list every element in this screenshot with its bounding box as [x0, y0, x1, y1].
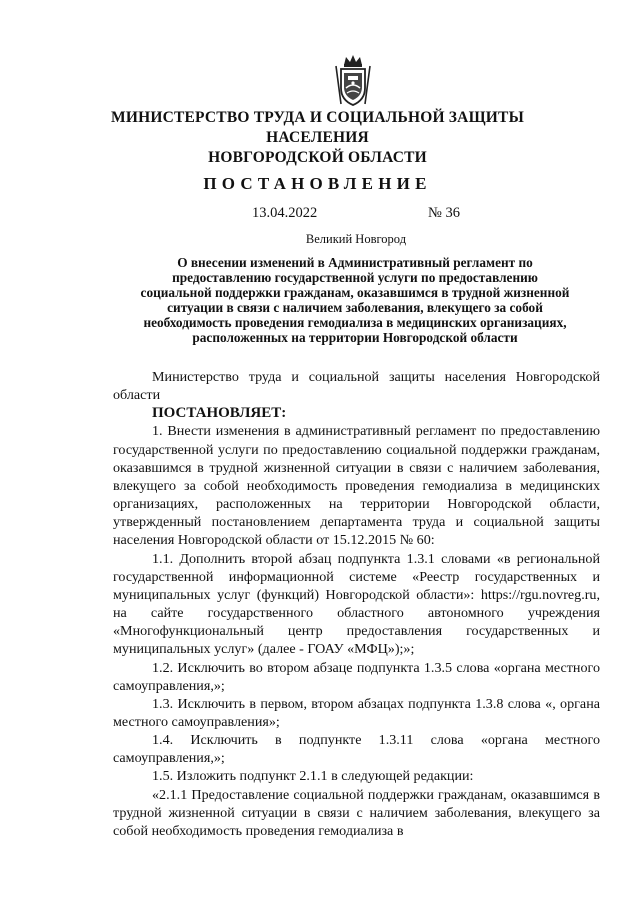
document-body: [113, 368, 600, 840]
document-type-title: ПОСТАНОВЛЕНИЕ: [203, 174, 432, 193]
ministry-name-line1: МИНИСТЕРСТВО ТРУДА И СОЦИАЛЬНОЙ ЗАЩИТЫ НАСЕЛЕНИЯ: [110, 109, 525, 146]
paragraph-1: 1. Внести изменения в административный регламент по предоставлению государственной услуги по предоставлению социальной поддержки гражданам, оказавшимся в трудной жизненной ситуации в связи с наличием заболевания, влекущего за собой необходимость проведения гемодиализа в медицинских организациях, расположенных на территории Новгородской области, утвержденный постановлением департамента труда и социальной защиты населения Новгородской области от 15.12.2015 № 60:: [113, 423, 600, 549]
document-date: 13.04.2022: [252, 205, 318, 221]
paragraph-1-1: 1.1. Дополнить второй абзац подпункта 1.3.1 словами «в региональной государственной информационной системе «Реестр государственных и муниципальных услуг (функций) Новгородской области»: https://rgu.novreg.ru, на сайте государственного областного автономного учреждения «Многофункциональный центр предоставления государственных и муниципальных услуг» (далее - ГОАУ «МФЦ»);»;: [113, 550, 600, 658]
decree-word: ПОСТАНОВЛЯЕТ:: [152, 405, 287, 422]
paragraph-1-3: 1.3. Исключить в первом, втором абзацах подпункта 1.3.8 слова «, органа местного самоуправления»;: [113, 695, 600, 730]
document-city: Великий Новгород: [305, 232, 407, 246]
document-number: № 36: [428, 205, 460, 221]
paragraph-2-1-1: «2.1.1 Предоставление социальной поддержки гражданам, оказавшимся в трудной жизненной ситуации в связи с наличием заболевания, влекущего за собой необходимость проведения гемодиализа в: [113, 786, 600, 839]
paragraph-1-4: 1.4. Исключить в подпункте 1.3.11 слова «органа местного самоуправления,»;: [113, 732, 600, 767]
ministry-name-line2: НОВГОРОДСКОЙ ОБЛАСТИ: [208, 149, 427, 166]
paragraph-1-5: 1.5. Изложить подпункт 2.1.1 в следующей редакции:: [152, 768, 474, 785]
ministry-name: [60, 108, 575, 168]
document-subject: О внесении изменений в Административный регламент по предоставлению государственной услуги по предоставлению социальной поддержки гражданам, оказавшимся в трудной жизненной ситуации в связи с наличием заболевания, влекущего за собой необходимость проведения гемодиализа в медицинских организациях, расположенных на территории Новгородской области: [140, 255, 570, 345]
coat-of-arms-icon: [330, 52, 376, 108]
intro-paragraph: Министерство труда и социальной защиты населения Новгородской области: [113, 369, 600, 404]
paragraph-1-2: 1.2. Исключить во втором абзаце подпункта 1.3.5 слова «органа местного самоуправления,»;: [113, 659, 600, 694]
